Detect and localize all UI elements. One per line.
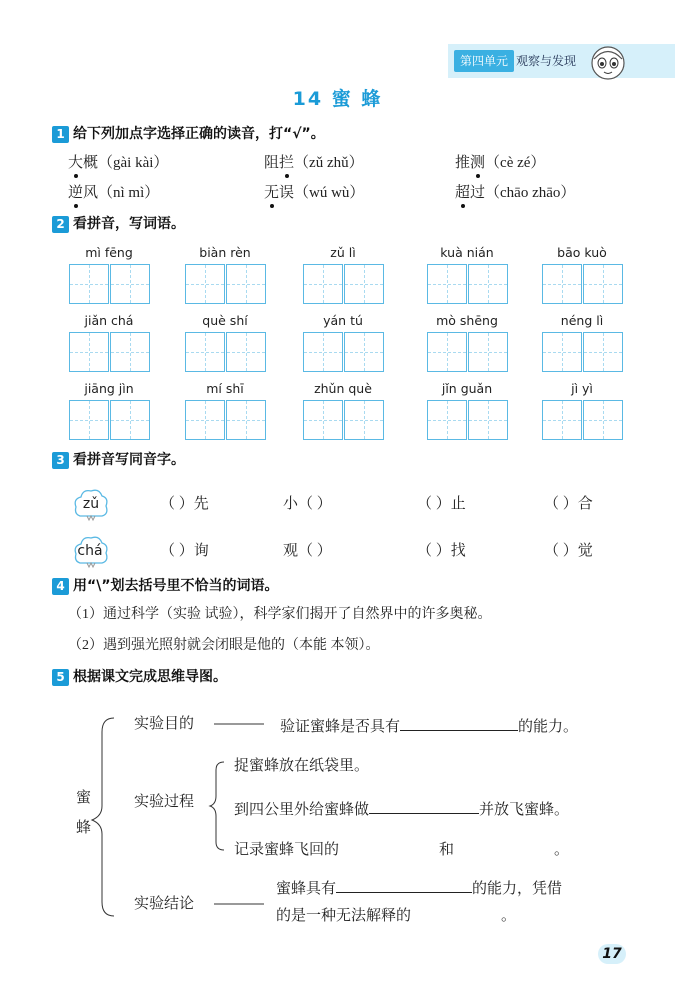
q2-writing-cell[interactable]: [583, 400, 623, 440]
mm-process-step-2: 到四公里外给蜜蜂做 并放飞蜜蜂。: [234, 797, 569, 820]
q3-blank[interactable]: （ ）觉: [544, 543, 593, 559]
question-2-instruction: 看拼音，写词语。: [73, 216, 185, 232]
q3-blank[interactable]: 小（ ）: [283, 496, 332, 512]
q2-writing-cell[interactable]: [542, 264, 582, 304]
q2-pinyin-label: mí shī: [206, 381, 244, 396]
question-number-1: 1: [52, 126, 69, 143]
q2-writing-cell[interactable]: [226, 400, 266, 440]
q2-pinyin-label: què shí: [202, 313, 248, 328]
q2-writing-cell[interactable]: [110, 332, 150, 372]
q4-sentence-2: （2）遇到强光照射就会闭眼是他的（本能 本领）。: [68, 638, 380, 653]
q3-blank[interactable]: （ ）止: [417, 496, 466, 512]
q2-pinyin-label: mò shēng: [436, 313, 498, 328]
q2-writing-cell[interactable]: [110, 264, 150, 304]
q3-blank[interactable]: （ ）合: [544, 496, 593, 512]
question-4-instruction: 用“\”划去括号里不恰当的词语。: [73, 578, 279, 594]
q2-pinyin-label: jǐn guǎn: [441, 381, 493, 396]
q2-writing-cell[interactable]: [468, 332, 508, 372]
q2-writing-cell[interactable]: [185, 332, 225, 372]
question-number-2: 2: [52, 216, 69, 233]
q2-writing-cell[interactable]: [542, 400, 582, 440]
q2-writing-cell[interactable]: [427, 264, 467, 304]
mm-answer-blank[interactable]: [369, 797, 479, 814]
bee-mascot-icon: [588, 42, 628, 82]
mm-conclusion-line-1: 蜜蜂具有 的能力，凭借: [276, 876, 562, 899]
q4-sentence-1: （1）通过科学（实验 试验），科学家们揭开了自然界中的许多奥秘。: [68, 607, 492, 622]
mm-answer-blank[interactable]: [400, 714, 518, 731]
lesson-title: 14 蜜 蜂: [292, 88, 383, 110]
q2-pinyin-label: zhǔn què: [314, 381, 372, 396]
q1-item: 超过（chāo zhāo）: [455, 185, 576, 201]
mm-process-step-3: 记录蜜蜂飞回的 和 。: [234, 842, 570, 858]
q3-pinyin: chá: [77, 543, 103, 559]
mm-purpose-text: 验证蜜蜂是否具有 的能力。: [280, 714, 578, 737]
q2-writing-cell[interactable]: [69, 400, 109, 440]
q2-writing-cell[interactable]: [583, 332, 623, 372]
q2-pinyin-label: biàn rèn: [199, 245, 251, 260]
q1-item: 阻拦（zǔ zhǔ）: [264, 155, 364, 171]
q2-writing-cell[interactable]: [344, 264, 384, 304]
q2-writing-cell[interactable]: [69, 332, 109, 372]
q2-pinyin-label: jiǎn chá: [84, 313, 134, 328]
unit-tag: 第四单元: [454, 50, 514, 72]
q2-pinyin-label: yán tú: [323, 313, 363, 328]
q1-item: 逆风（nì mì）: [68, 185, 160, 201]
mind-map-root-2: 蜂: [76, 820, 92, 836]
q2-writing-cell[interactable]: [427, 332, 467, 372]
mm-purpose-label: 实验目的: [134, 716, 195, 732]
question-5-instruction: 根据课文完成思维导图。: [73, 669, 227, 685]
mind-map-root-1: 蜜: [76, 790, 92, 806]
q2-writing-cell[interactable]: [468, 400, 508, 440]
q2-writing-cell[interactable]: [303, 264, 343, 304]
q2-pinyin-label: jiāng jìn: [84, 381, 134, 396]
q3-blank[interactable]: 观（ ）: [283, 543, 332, 559]
mm-process-label: 实验过程: [134, 794, 195, 810]
q3-blank[interactable]: （ ）找: [417, 543, 466, 559]
q2-writing-cell[interactable]: [468, 264, 508, 304]
question-number-3: 3: [52, 452, 69, 469]
q2-writing-cell[interactable]: [110, 400, 150, 440]
q2-writing-cell[interactable]: [583, 264, 623, 304]
mm-conclusion-label: 实验结论: [134, 896, 195, 912]
question-3-instruction: 看拼音写同音字。: [73, 452, 185, 468]
q2-pinyin-label: néng lì: [560, 313, 604, 328]
q2-writing-cell[interactable]: [303, 332, 343, 372]
q2-writing-cell[interactable]: [303, 400, 343, 440]
q2-writing-cell[interactable]: [542, 332, 582, 372]
mm-process-step-1: 捉蜜蜂放在纸袋里。: [234, 758, 370, 774]
q2-writing-cell[interactable]: [185, 264, 225, 304]
question-number-4: 4: [52, 578, 69, 595]
q1-item: 无误（wú wù）: [264, 185, 365, 201]
question-number-5: 5: [52, 669, 69, 686]
q2-writing-cell[interactable]: [226, 332, 266, 372]
q2-writing-cell[interactable]: [226, 264, 266, 304]
q2-pinyin-label: kuà nián: [440, 245, 494, 260]
q2-writing-cell[interactable]: [344, 400, 384, 440]
q2-pinyin-label: jì yì: [571, 381, 593, 396]
q2-pinyin-label: mì fēng: [85, 245, 133, 260]
mm-answer-blank[interactable]: [336, 876, 472, 893]
q2-pinyin-label: zǔ lì: [330, 245, 356, 260]
mm-conclusion-line-2: 的是一种无法解释的 。: [276, 908, 517, 924]
q2-writing-cell[interactable]: [69, 264, 109, 304]
q2-writing-cell[interactable]: [344, 332, 384, 372]
q1-item: 大概（gài kài）: [68, 155, 169, 171]
q2-writing-cell[interactable]: [185, 400, 225, 440]
unit-title: 观察与发现: [516, 54, 577, 68]
q2-writing-cell[interactable]: [427, 400, 467, 440]
q2-pinyin-label: bāo kuò: [557, 245, 607, 260]
q3-blank[interactable]: （ ）询: [160, 543, 209, 559]
q3-pinyin: zǔ: [82, 496, 100, 512]
q3-blank[interactable]: （ ）先: [160, 496, 209, 512]
question-1-instruction: 给下列加点字选择正确的读音，打“√”。: [73, 126, 325, 142]
q1-item: 推测（cè zé）: [455, 155, 546, 171]
page-number: 17: [598, 944, 626, 964]
